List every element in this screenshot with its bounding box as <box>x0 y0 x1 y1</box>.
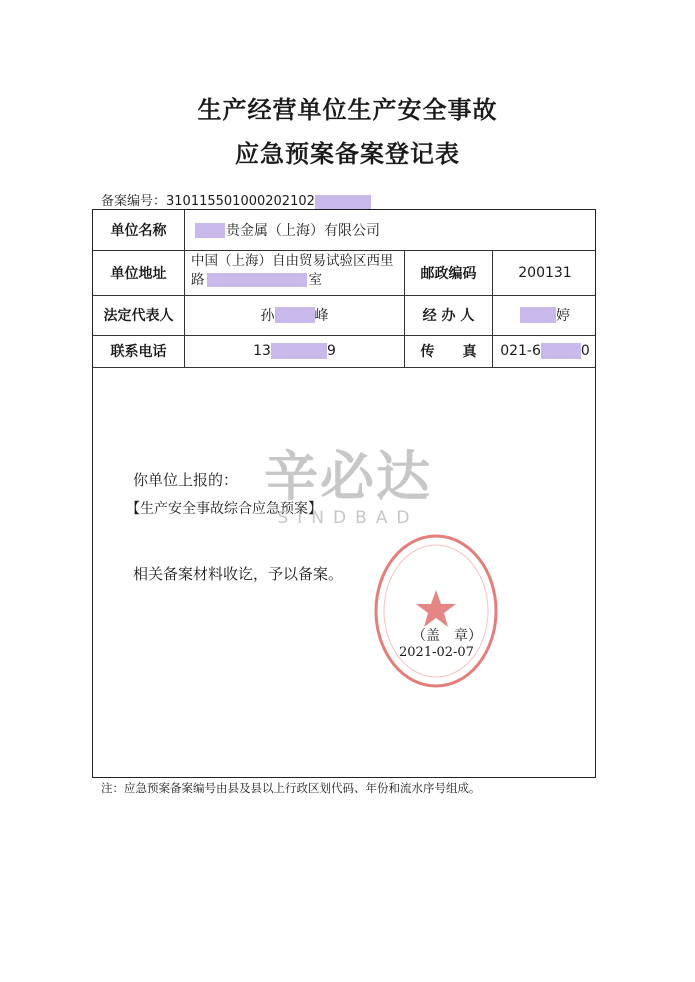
row-unit-address <box>93 250 595 296</box>
address-line-2: 路 室 <box>191 272 322 288</box>
address-line-1: 中国（上海）自由贸易试验区西里 <box>191 253 394 269</box>
title-line-1: 生产经营单位生产安全事故 <box>197 96 498 124</box>
reported-line: 你单位上报的： <box>133 471 239 489</box>
postal-code-value: 200131 <box>518 264 572 281</box>
postal-code-label: 邮政编码 <box>405 250 493 295</box>
redaction-box <box>271 343 327 359</box>
received-line: 相关备案材料收讫，予以备案。 <box>133 565 344 583</box>
redaction-box <box>541 343 581 359</box>
seal-label: （盖 章） <box>412 628 482 644</box>
seal-date: 2021-02-07 <box>399 645 474 660</box>
unit-address-label: 单位地址 <box>93 250 185 295</box>
redaction-box <box>195 223 225 238</box>
row-unit-name <box>93 210 595 251</box>
unit-name-value <box>185 210 597 250</box>
redaction-box <box>207 273 307 287</box>
unit-address-value <box>185 250 405 295</box>
handler-label: 经 办 人 <box>405 295 493 335</box>
official-seal <box>372 532 500 690</box>
footnote: 注：应急预案备案编号由县及县以上行政区划代码、年份和流水序号组成。 <box>101 781 481 795</box>
plan-name: 【生产安全事故综合应急预案】 <box>126 501 322 517</box>
row-legal-rep <box>93 295 595 336</box>
watermark <box>248 445 448 528</box>
unit-name-label: 单位名称 <box>93 210 185 250</box>
watermark-chinese: 辛必达 <box>264 445 432 508</box>
redaction-box <box>275 307 315 323</box>
redaction-box <box>315 195 371 209</box>
unit-name-text: 贵金属（上海）有限公司 <box>226 223 380 239</box>
row-contact <box>93 335 595 368</box>
registration-value: 31011550100020210​2 <box>166 194 315 209</box>
fax-value: 021-6 0 <box>500 343 590 359</box>
fax-label: 传 真 <box>405 335 493 367</box>
title-line-2: 应急预案备案登记表 <box>235 140 460 168</box>
registration-number <box>101 190 371 209</box>
registration-label: 备案编号： <box>101 194 167 209</box>
legal-rep-label: 法定代表人 <box>93 295 185 335</box>
watermark-english: SINDBAD <box>277 508 419 528</box>
handler-value: 婷 <box>493 295 597 335</box>
redaction-box <box>520 307 556 323</box>
legal-rep-value: 孙 峰 <box>185 295 405 335</box>
phone-label: 联系电话 <box>93 335 185 367</box>
phone-value: 13 9 <box>185 335 405 367</box>
